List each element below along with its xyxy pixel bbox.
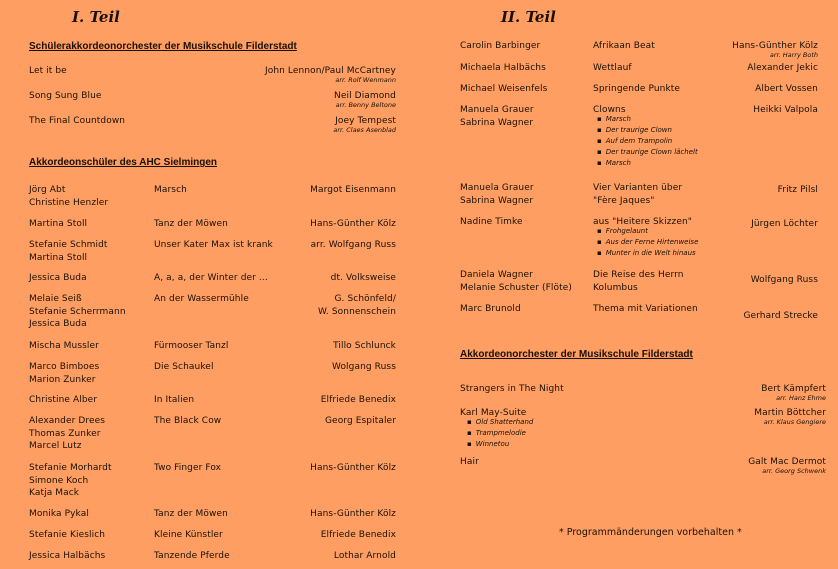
piece-title: Afrikaan Beat (593, 41, 655, 51)
player-name: Stefanie Schmidt (29, 240, 108, 250)
piece-title: Tanzende Pferde (154, 551, 230, 561)
player-name: Jörg Abt (29, 185, 66, 195)
player-name: Manuela Grauer (460, 183, 534, 193)
composer: Albert Vossen (755, 84, 818, 94)
player-name: Michael Weisenfels (460, 84, 548, 94)
piece-title: Two Finger Fox (154, 463, 222, 473)
player-name: Melanie Schuster (Flöte) (460, 282, 572, 293)
composer: Fritz Pilsl (777, 185, 818, 195)
piece-title: Hair (460, 457, 479, 467)
piece-title: Marsch (154, 185, 187, 195)
composer: dt. Volksweise (330, 273, 396, 283)
player-name: Jessica Buda (29, 319, 87, 329)
player-name: Katja Mack (29, 488, 80, 498)
composer: Heikki Valpola (753, 105, 818, 115)
movement-item: ▪ Marsch (597, 114, 631, 125)
movement-item: ▪ Der traurige Clown lächelt (597, 147, 698, 158)
arranger: arr. Benny Beltone (335, 101, 396, 109)
player-name: Stefanie Kieslich (29, 530, 106, 540)
movement-item: ▪ Trampmelodie (467, 428, 526, 439)
piece-title: Kleine Künstler (154, 530, 223, 540)
piece-title: An der Wassermühle (154, 294, 249, 304)
piece-title: Tanz der Möwen (154, 509, 228, 519)
piece-title: The Black Cow (154, 416, 222, 426)
piece-title: Wettlauf (593, 63, 632, 73)
movement-item: ▪ Frohgelaunt (597, 226, 648, 237)
piece-title: Springende Punkte (593, 84, 681, 94)
composer: Gerhard Strecke (743, 311, 818, 321)
piece-title: Song Sung Blue (29, 91, 102, 101)
piece-title: In Italien (154, 395, 195, 405)
player-name: Christine Alber (29, 395, 98, 405)
piece-title: Clowns (593, 105, 626, 115)
piece-title: Tanz der Möwen (154, 219, 228, 229)
player-name: Simone Koch (29, 475, 89, 486)
player-name: Jessica Halbächs (29, 551, 106, 561)
piece-title: Unser Kater Max ist krank (154, 240, 273, 250)
arranger: arr. Harry Both (769, 51, 818, 59)
composer: G. Schönfeld/ (334, 294, 396, 304)
player-name: Stefanie Scherrmann (29, 306, 126, 317)
movement-item: ▪ Auf dem Trampolin (597, 136, 672, 147)
piece-title: A, a, a, der Winter der ... (154, 273, 268, 283)
section-1-heading: Schülerakkordeonorchester der Musikschule Filderstadt (29, 41, 297, 52)
arranger: arr. Claes Asenblad (333, 126, 396, 134)
player-name: Nadine Timke (460, 217, 523, 227)
player-name: Marc Brunold (460, 304, 521, 314)
composer: Elfriede Benedix (320, 395, 396, 405)
player-name: Christine Henzler (29, 197, 109, 208)
composer: Galt Mac Dermot (748, 457, 826, 467)
player-name: Martina Stoll (29, 219, 88, 229)
piece-title: Let it be (29, 66, 67, 76)
composer: Neil Diamond (334, 91, 396, 101)
composer: Hans-Günther Kölz (310, 219, 396, 229)
player-name: Daniela Wagner (460, 270, 533, 280)
arranger: arr. Rolf Wenmann (335, 76, 396, 84)
composer: Tillo Schlunck (333, 341, 396, 351)
program-note: * Programmänderungen vorbehalten * (559, 527, 742, 538)
player-name: Marion Zunker (29, 374, 96, 385)
composer: Martin Böttcher (754, 408, 826, 418)
composer: Alexander Jekic (747, 63, 818, 73)
player-name: Alexander Drees (29, 416, 106, 426)
composer: W. Sonnenschein (317, 306, 396, 317)
composer: Wolgang Russ (331, 362, 396, 372)
player-name: Thomas Zunker (29, 428, 101, 439)
composer: Elfriede Benedix (320, 530, 396, 540)
movement-item: ▪ Munter in die Welt hinaus (597, 248, 696, 259)
player-name: Melaie Seiß (29, 294, 82, 304)
piece-title: The Final Countdown (29, 116, 126, 126)
movement-item: ▪ Der traurige Clown (597, 125, 672, 136)
movement-item: ▪ Old Shatterhand (467, 417, 533, 428)
composer: Hans-Günther Kölz (732, 41, 818, 51)
movement-item: ▪ Marsch (597, 158, 631, 169)
player-name: Martina Stoll (29, 252, 88, 263)
part-2-title: II. Teil (501, 8, 556, 26)
player-name: Manuela Grauer (460, 105, 534, 115)
piece-title: Karl May-Suite (460, 408, 527, 418)
composer: John Lennon/Paul McCartney (265, 66, 396, 76)
player-name: Marcel Lutz (29, 441, 82, 451)
arranger: arr. Georg Schwenk (762, 467, 826, 475)
player-name: Mischa Mussler (29, 341, 99, 351)
player-name: Jessica Buda (29, 273, 87, 283)
section-2-heading: Akkordeonschüler des AHC Sielmingen (29, 157, 218, 168)
piece-title: Vier Varianten über (593, 183, 683, 193)
movement-item: ▪ Winnetou (467, 439, 509, 450)
piece-title: Fürmooser Tanzl (154, 341, 229, 351)
player-name: Sabrina Wagner (460, 117, 534, 128)
composer: Bert Kämpfert (761, 384, 826, 394)
piece-title: Strangers in The Night (460, 384, 564, 394)
part-1-title: I. Teil (72, 8, 120, 26)
player-name: Carolin Barbinger (460, 41, 541, 51)
composer: arr. Wolfgang Russ (310, 240, 396, 250)
player-name: Michaela Halbächs (460, 63, 546, 73)
composer: Hans-Günther Kölz (310, 509, 396, 519)
piece-title: Die Schaukel (154, 362, 214, 372)
composer: Joey Tempest (335, 116, 396, 126)
piece-title: "Fère Jaques" (593, 195, 655, 206)
piece-title: aus "Heitere Skizzen" (593, 217, 693, 227)
player-name: Stefanie Morhardt (29, 463, 112, 473)
arranger: arr. Hanz Ehme (776, 394, 826, 402)
composer: Hans-Günther Kölz (310, 463, 396, 473)
movement-item: ▪ Aus der Ferne Hirtenweise (597, 237, 698, 248)
composer: Lothar Arnold (333, 551, 396, 561)
player-name: Marco Bimboes (29, 362, 100, 372)
composer: Georg Espitaler (324, 416, 396, 426)
composer: Jürgen Löchter (751, 219, 818, 229)
piece-title: Die Reise des Herrn (593, 270, 684, 280)
arranger: arr. Klaus Gengiere (763, 418, 826, 426)
composer: Margot Eisenmann (310, 185, 396, 195)
section-3-heading: Akkordeonorchester der Musikschule Filderstadt (460, 349, 693, 360)
piece-title: Kolumbus (593, 282, 638, 293)
player-name: Sabrina Wagner (460, 195, 534, 206)
player-name: Monika Pykal (29, 509, 89, 519)
composer: Wolfgang Russ (750, 275, 818, 285)
piece-title: Thema mit Variationen (593, 304, 698, 314)
